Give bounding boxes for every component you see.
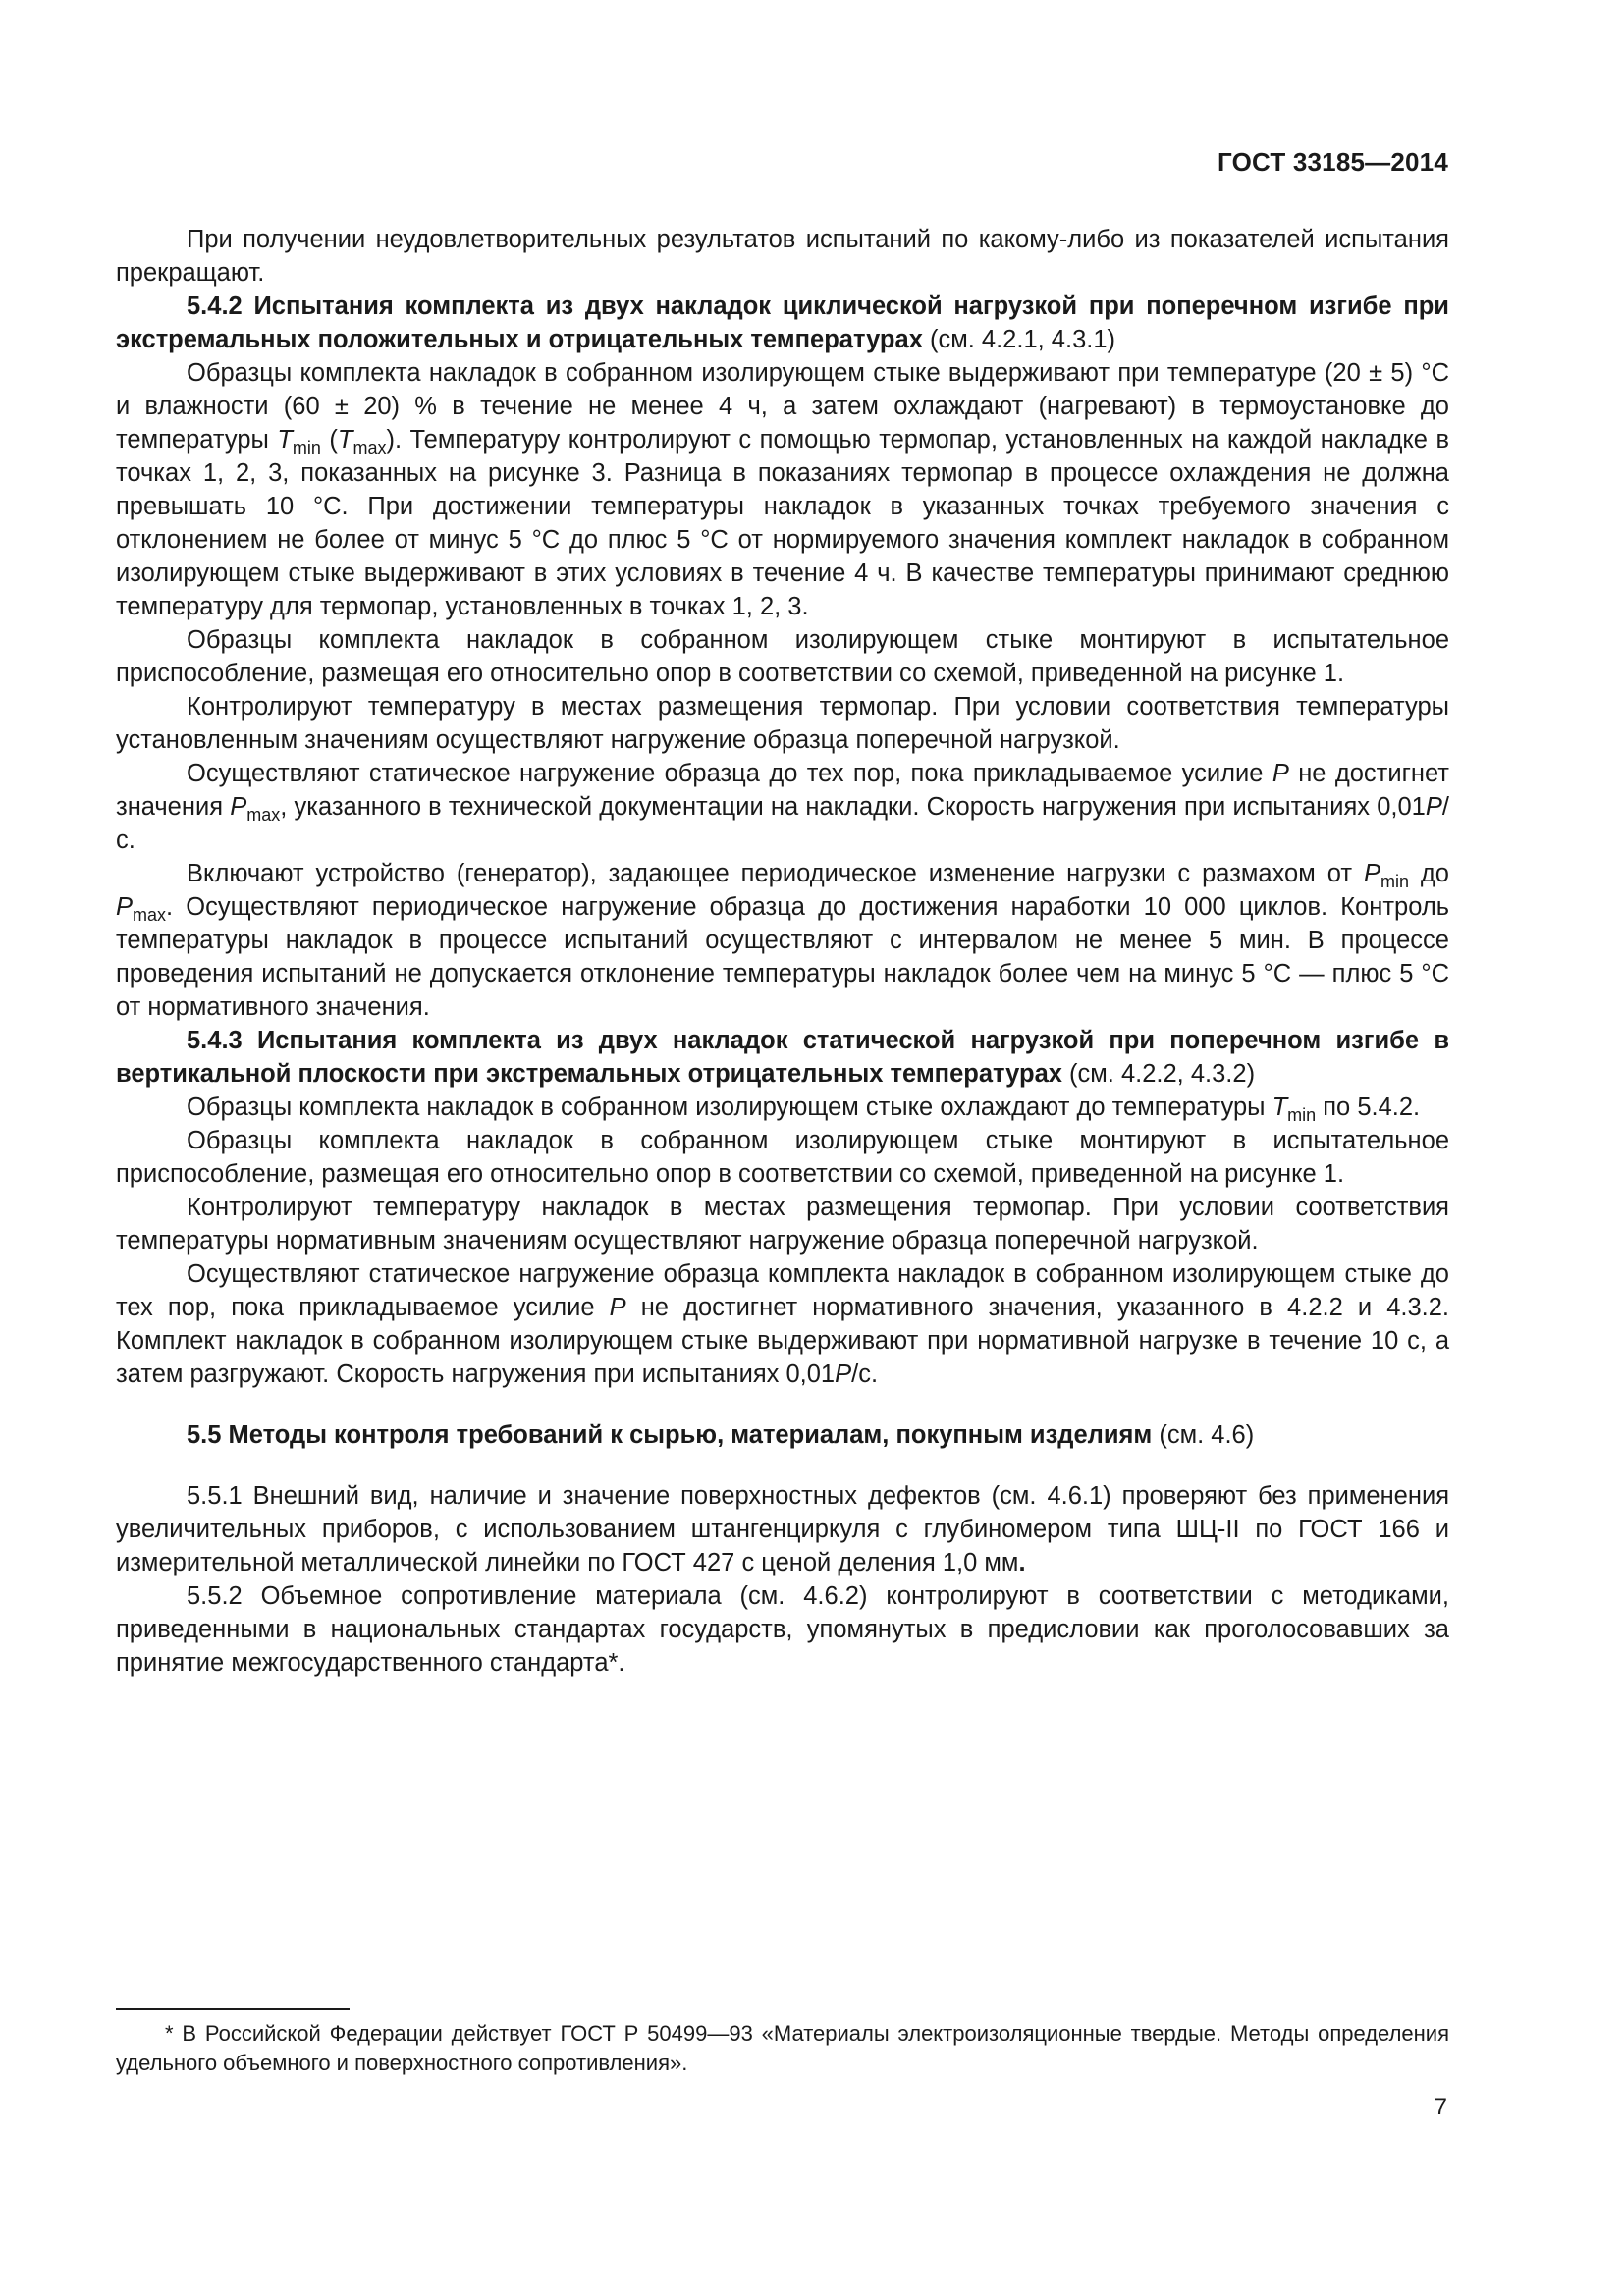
symbol-P: P <box>1272 760 1289 787</box>
paragraph-temperature-control: Контролируют температуру в местах размещения термопар. При условии соответствия температуры установленным значениям осуществляют нагружение образца поперечной нагрузкой. <box>116 693 1449 754</box>
section-5-5-title: 5.5 Методы контроля требований к сырью, материалам, покупным изделиям <box>187 1421 1153 1449</box>
footnote-text: * В Российской Федерации действует ГОСТ Р 50499—93 «Материалы электроизоляционные твердые. Методы определения удельного объемного и поверхностного сопротивления». <box>116 2021 1449 2075</box>
paragraph-temperature-control-2: Контролируют температуру накладок в местах размещения термопар. При условии соответствия температуры нормативным значениям осуществляют нагружение образца поперечной нагрузкой. <box>116 1194 1449 1255</box>
symbol-T: T <box>337 426 353 454</box>
section-5-5-heading <box>116 1418 1449 1452</box>
symbol-P: P <box>1363 860 1380 887</box>
footnote <box>116 2019 1449 2078</box>
section-5-4-3-reference: (см. 4.2.2, 4.3.2) <box>1061 1060 1256 1088</box>
section-5-5-reference: (см. 4.6) <box>1152 1421 1255 1449</box>
section-5-4-2-heading <box>116 290 1449 356</box>
paragraph-cyclic-loading: Включают устройство (генератор), задающее периодическое изменение нагрузки с размахом от $P_{min}$ до $P_{max}$. Осуществляют периодическое нагружение образца до достижения наработки 10 000 циклов. Контроль температуры накладок в процессе испытаний осуществляют с интервалом не менее 5 мин. В процессе проведения испытаний не допускается отклонение температуры накладок более чем на минус 5 °С — плюс 5 °С от нормативного значения. <box>116 860 1449 1021</box>
symbol-P: P <box>116 893 134 921</box>
section-5-4-2-reference: (см. 4.2.1, 4.3.1) <box>922 326 1116 353</box>
paragraph-mounting: Образцы комплекта накладок в собранном изолирующем стыке монтируют в испытательное приспособление, размещая его относительно опор в соответствии со схемой, приведенной на рисунке 1. <box>116 626 1449 687</box>
paragraph-static-loading-2: Осуществляют статическое нагружение образца комплекта накладок в собранном изолирующем стыке до тех пор, пока прикладываемое усилие P не достигнет нормативного значения, указанного в 4.2.2 и 4.3.2. Комплект накладок в собранном изолирующем стыке выдерживают при нормативной нагрузке в течение 10 с, а затем разгружают. Скорость нагружения при испытаниях 0,01P/с. <box>116 1260 1450 1388</box>
symbol-P: P <box>1425 793 1442 821</box>
symbol-T: T <box>277 426 293 454</box>
page-number: 7 <box>1434 2094 1447 2120</box>
symbol-P: P <box>609 1294 626 1321</box>
paragraph-cooling: Образцы комплекта накладок в собранном изолирующем стыке охлаждают до температуры $T_{min}$ по 5.4.2. <box>187 1094 1421 1125</box>
paragraph-unsatisfactory-results: При получении неудовлетворительных результатов испытаний по какому-либо из показателей испытания прекращают. <box>116 226 1449 287</box>
document-body <box>116 223 1449 1680</box>
section-5-4-2-title: 5.4.2 Испытания комплекта из двух накладок циклической нагрузкой при поперечном изгибе при экстремальных положительных и отрицательных температурах <box>116 293 1449 353</box>
paragraph-5-5-1: 5.5.1 Внешний вид, наличие и значение поверхностных дефектов (см. 4.6.1) проверяют без применения увеличительных приборов, с использованием штангенциркуля с глубиномером типа ШЦ-II по ГОСТ 166 и измерительной металлической линейки по ГОСТ 427 с ценой деления 1,0 мм. <box>116 1482 1449 1576</box>
paragraph-static-loading: Осуществляют статическое нагружение образца до тех пор, пока прикладываемое усилие P не достигнет значения $P_{max}$, указанного в технической документации на накладки. Скорость нагружения при испытаниях 0,01P/с. <box>116 760 1449 854</box>
footnote-divider <box>116 2008 350 2010</box>
symbol-P: P <box>835 1361 852 1388</box>
paragraph-5-5-2: 5.5.2 Объемное сопротивление материала (см. 4.6.2) контролируют в соответствии с методиками, приведенными в национальных стандартах государств, упомянутых в предисловии как проголосовавших за принятие межгосударственного стандарта*. <box>116 1582 1449 1677</box>
section-5-4-3-title: 5.4.3 Испытания комплекта из двух накладок статической нагрузкой при поперечном изгибе в вертикальной плоскости при экстремальных отрицательных температурах <box>116 1027 1449 1088</box>
paragraph-mounting-2: Образцы комплекта накладок в собранном изолирующем стыке монтируют в испытательное приспособление, размещая его относительно опор в соответствии со схемой, приведенной на рисунке 1. <box>116 1127 1449 1188</box>
symbol-P: P <box>230 793 247 821</box>
section-5-4-3-heading <box>116 1024 1449 1091</box>
document-header: ГОСТ 33185—2014 <box>1218 147 1448 177</box>
symbol-T: T <box>1272 1094 1288 1121</box>
paragraph-conditioning: Образцы комплекта накладок в собранном изолирующем стыке выдерживают при температуре (20 ± 5) °С и влажности (60 ± 20) % в течение не менее 4 ч, а затем охлаждают (нагревают) в термоустановке до температуры $T_{min}$ $(T_{max})$. Температуру контролируют с помощью термопар, установленных на каждой накладке в точках 1, 2, 3, показанных на рисунке 3. Разница в показаниях термопар в процессе охлаждения не должна превышать 10 °С. При достижении температуры накладок в указанных точках требуемого значения с отклонением не более от минус 5 °С до плюс 5 °С от нормируемого значения комплект накладок в собранном изолирующем стыке выдерживают в этих условиях в течение 4 ч. В качестве температуры принимают среднюю температуру для термопар, установленных в точках 1, 2, 3. <box>116 359 1449 620</box>
